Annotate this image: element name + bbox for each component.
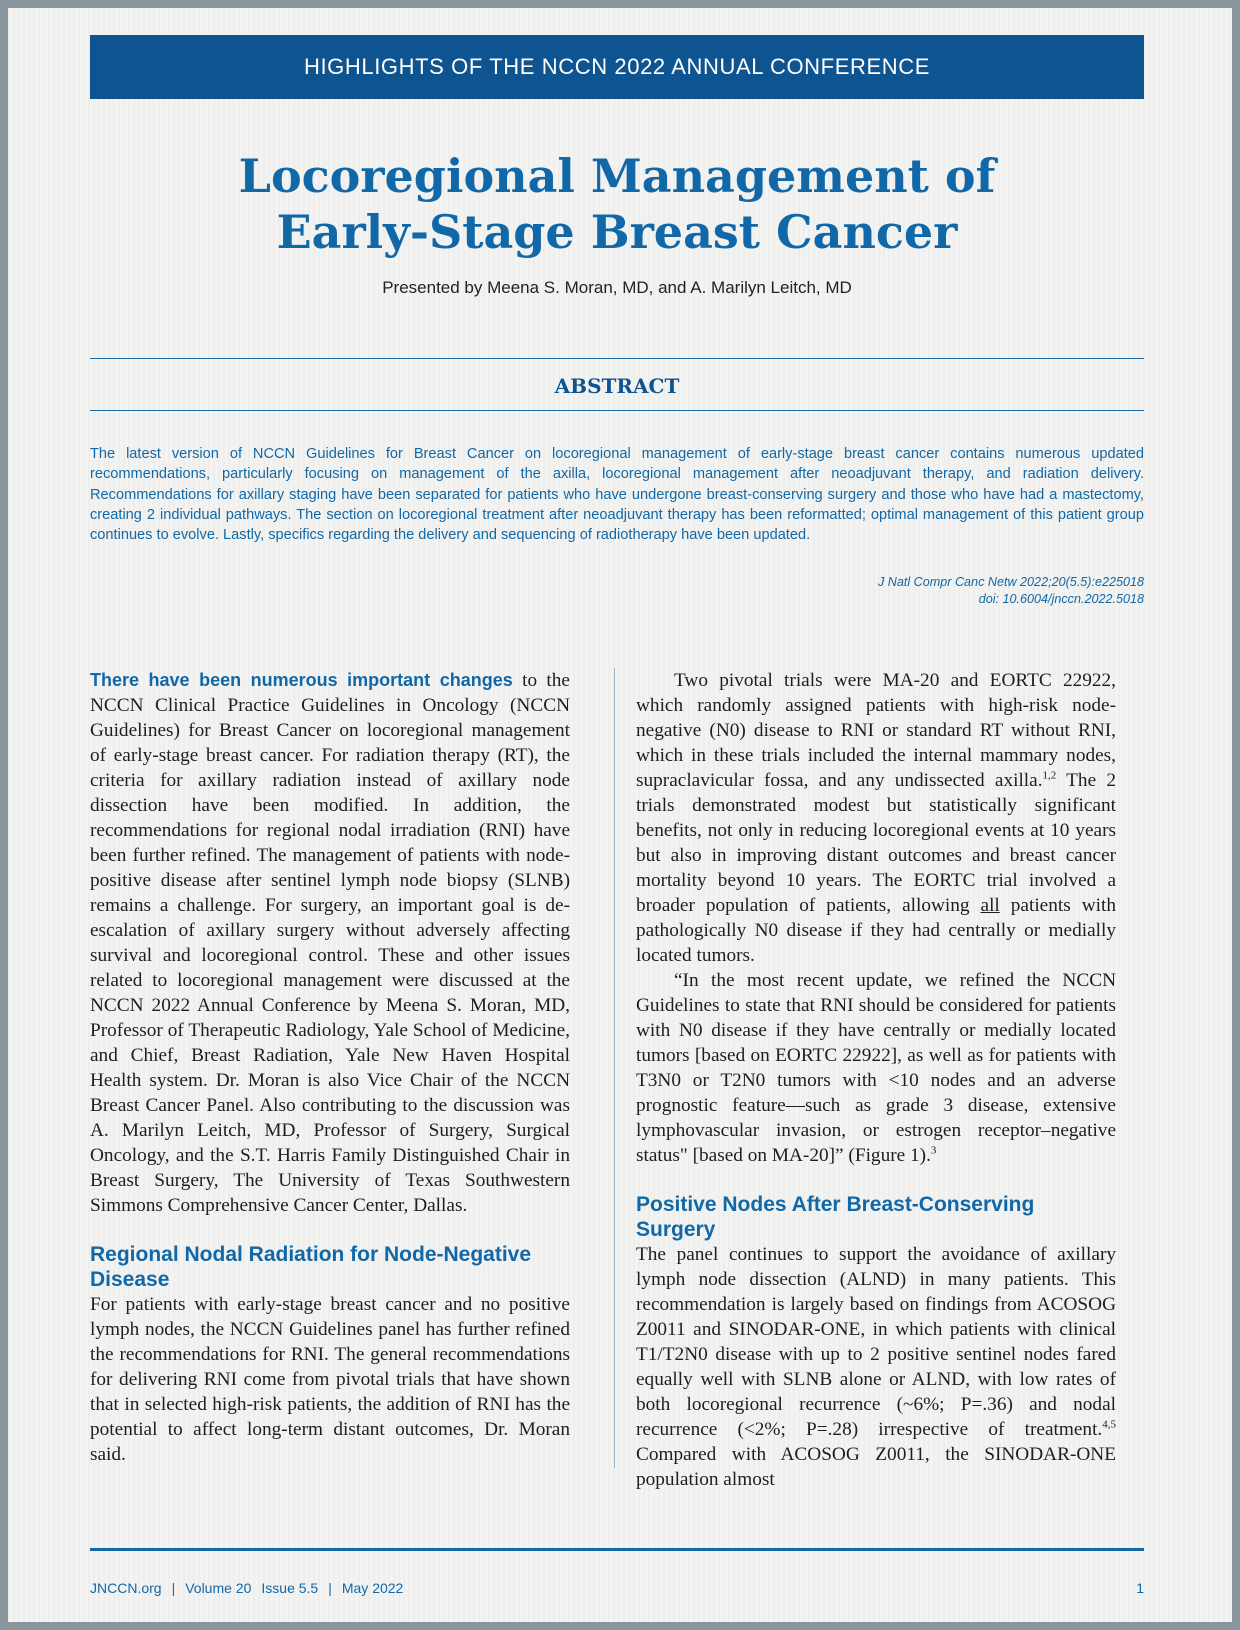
node-negative-paragraph: For patients with early-stage breast cancer and no positive lymph nodes, the NCCN Guidelines panel has further refined the recommendations for RNI. The general recommendations for delivering RNI come from pivotal trials that have shown that in selected high-risk patients, the addition of RNI has the potential to affect long-term distant outcomes, Dr. Moran said. — [90, 1294, 570, 1465]
journal-page — [8, 8, 1232, 1622]
left-column — [90, 668, 570, 1467]
presenters-line: Presented by Meena S. Moran, MD, and A. Marilyn Leitch, MD — [382, 278, 852, 297]
quote-paragraph — [636, 968, 1116, 1168]
title-line-2: Early-Stage Breast Cancer — [276, 205, 958, 259]
citation-doi: doi: 10.6004/jnccn.2022.5018 — [978, 592, 1144, 606]
section-heading-positive-nodes: Positive Nodes After Breast-Conserving Surgery — [636, 1193, 1035, 1241]
footer-volume: Volume 20 — [185, 1580, 252, 1596]
abstract-top-rule — [90, 358, 1144, 359]
footer-separator: | — [171, 1580, 176, 1596]
column-divider — [614, 668, 615, 1468]
page-number: 1 — [1136, 1580, 1144, 1596]
footer-rule — [90, 1548, 1144, 1551]
conference-banner — [90, 35, 1144, 99]
title-line-1: Locoregional Management of — [238, 149, 996, 203]
footer-separator: | — [328, 1580, 332, 1596]
footer-site-link[interactable]: JNCCN.org — [90, 1580, 162, 1596]
footer-issue: Issue 5.5 — [261, 1580, 319, 1596]
footer-date: May 2022 — [341, 1580, 404, 1596]
underlined-word: all — [980, 895, 1000, 916]
abstract-text: The latest version of NCCN Guidelines for Breast Cancer on locoregional management of early-stage breast cancer contains numerous updated recommendations, particularly focusing on management of the axilla, locoregional management after neoadjuvant therapy, and radiation delivery. Recommendations for axillary staging have been separated for patients who have undergone breast-conserving surgery and those who have had a mastectomy, creating 2 individual pathways. The section on locoregional treatment after neoadjuvant therapy has been reformatted; optimal management of this patient group continues to evolve. Lastly, specifics regarding the delivery and sequencing of radiotherapy have been updated. — [90, 446, 1144, 544]
lead-in-text: There have been numerous important changes — [90, 670, 513, 690]
trials-paragraph — [636, 668, 1116, 968]
trials-text-b: The 2 trials demonstrated modest but statistically significant benefits, not only in reducing locoregional events at 10 years but also in improving distant outcomes and breast cancer mortality beyond 10 years. The EORTC trial involved a broader population of patients, allowing — [636, 770, 1116, 916]
banner-text: HIGHLIGHTS OF THE NCCN 2022 ANNUAL CONFERENCE — [303, 54, 930, 79]
ref-superscript: 1,2 — [1042, 769, 1057, 782]
section-heading-node-negative: Regional Nodal Radiation for Node-Negative Disease — [90, 1243, 532, 1291]
intro-text: to the NCCN Clinical Practice Guidelines in Oncology (NCCN Guidelines) for Breast Cancer on locoregional management of early-stage breast cancer. For radiation therapy (RT), the criteria for axillary radiation instead of axillary node dissection have been modified. In addition, the recommendations for regional nodal irradiation (RNI) have been further refined. The management of patients with node-positive disease after sentinel lymph node biopsy (SLNB) remains a challenge. For surgery, an important goal is de-escalation of axillary surgery without adversely affecting survival and locoregional control. These and other issues related to locoregional management were discussed at the NCCN 2022 Annual Conference by Meena S. Moran, MD, Professor of Therapeutic Radiology, Yale School of Medicine, and Chief, Breast Radiation, Yale New Haven Hospital Health system. Dr. Moran is also Vice Chair of the NCCN Breast Cancer Panel. Also contributing to the discussion was A. Marilyn Leitch, MD, Professor of Surgery, Surgical Oncology, and the S.T. Harris Family Distinguished Chair in Breast Surgery, The University of Texas Southwestern Simmons Comprehensive Cancer Center, Dallas. — [90, 670, 570, 1216]
abstract-heading: ABSTRACT — [554, 374, 680, 398]
ref-superscript: 4,5 — [1102, 1418, 1116, 1431]
article-title — [90, 148, 1144, 260]
positive-nodes-text-b: Compared with ACOSOG Z0011, the SINODAR-ONE population almost — [636, 1444, 1116, 1490]
trials-text-c: patients with pathologically N0 disease if they had centrally or medially located tumors. — [636, 895, 1116, 966]
citation-block — [644, 574, 1144, 608]
ref-superscript: 3 — [930, 1144, 937, 1157]
quote-text: “In the most recent update, we refined the NCCN Guidelines to state that RNI should be considered for patients with N0 disease if they have centrally or medially located tumors [based on EORTC 22922], as well as for patients with T3N0 or T2N0 tumors with <10 nodes and an adverse prognostic feature—such as grade 3 disease, extensive lymphovascular invasion, or estrogen receptor–negative status" [based on MA-20]” (Figure 1). — [636, 970, 1116, 1166]
trials-text-a: Two pivotal trials were MA-20 and EORTC 22922, which randomly assigned patients with high-risk node-negative (N0) disease to RNI or standard RT without RNI, which in these trials included the internal mammary nodes, supraclavicular fossa, and any undissected axilla. — [636, 670, 1116, 791]
positive-nodes-text-a: The panel continues to support the avoidance of axillary lymph node dissection (ALND) in many patients. This recommendation is largely based on findings from ACOSOG Z0011 and SINODAR-ONE, in which patients with clinical T1/T2N0 disease with up to 2 positive sentinel nodes fared equally well with SLNB alone or ALND, with low rates of both locoregional recurrence (~6%; P=.36) and nodal recurrence (<2%; P=.28) irrespective of treatment. — [636, 1244, 1116, 1440]
page-footer — [90, 1580, 1144, 1600]
abstract-bottom-rule — [90, 410, 1144, 411]
positive-nodes-paragraph — [636, 1242, 1116, 1492]
intro-paragraph — [90, 668, 570, 1218]
right-column — [636, 668, 1116, 1492]
citation-reference: J Natl Compr Canc Netw 2022;20(5.5):e225018 — [877, 575, 1144, 589]
